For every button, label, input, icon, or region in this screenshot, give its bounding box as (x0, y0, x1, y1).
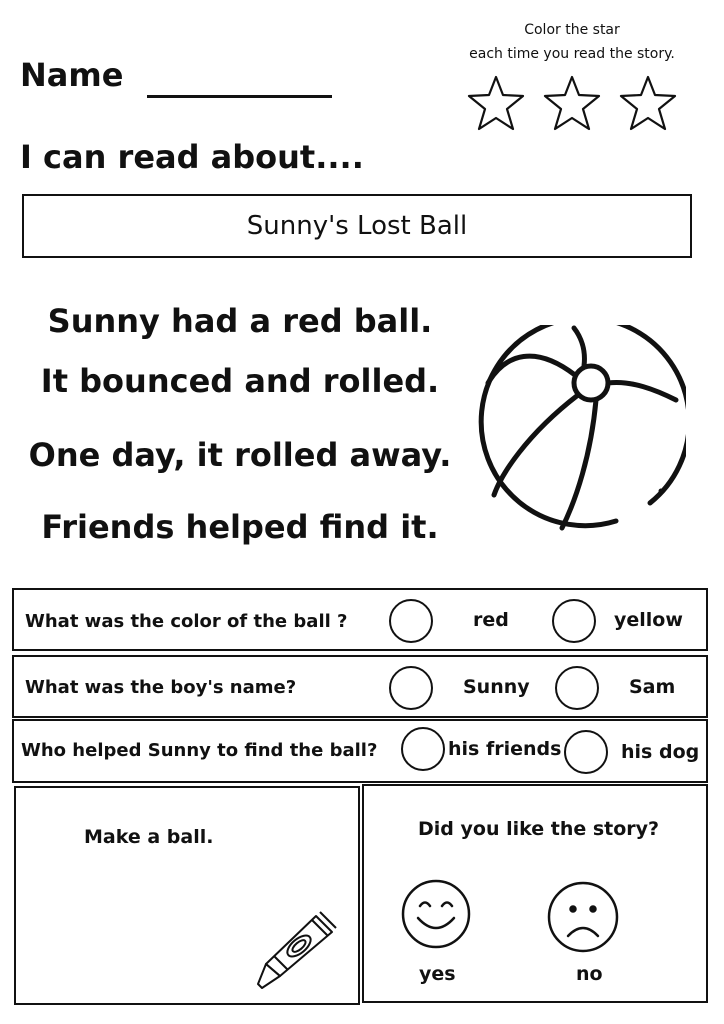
question-row-2 (12, 655, 708, 718)
question-2: What was the boy's name? (25, 677, 297, 698)
question-1: What was the color of the ball ? (25, 611, 348, 632)
answer-circle-dog[interactable] (564, 730, 608, 774)
option-yellow: yellow (614, 609, 683, 631)
star-icon-2[interactable] (542, 74, 602, 132)
draw-panel[interactable] (14, 786, 360, 1005)
yes-label: yes (419, 963, 456, 985)
happy-face-icon[interactable] (400, 878, 472, 950)
star-instruction (440, 18, 704, 66)
story-title-box (22, 194, 692, 258)
crayon-icon (254, 906, 344, 992)
feedback-question: Did you like the story? (418, 818, 660, 840)
star-instruction-line1: Color the star (524, 22, 620, 38)
question-row-3 (12, 719, 708, 783)
read-about-heading: I can read about.... (20, 138, 364, 176)
story-line-2: It bounced and rolled. (40, 362, 440, 400)
option-his-dog: his dog (621, 741, 700, 763)
star-icon-1[interactable] (466, 74, 526, 132)
option-his-friends: his friends (448, 738, 562, 760)
answer-circle-yellow[interactable] (552, 599, 596, 643)
draw-instruction: Make a ball. (84, 826, 214, 848)
answer-circle-sam[interactable] (555, 666, 599, 710)
sad-face-icon[interactable] (546, 880, 620, 954)
answer-circle-red[interactable] (389, 599, 433, 643)
star-instruction-line2: each time you read the story. (469, 46, 675, 62)
no-label: no (576, 963, 603, 985)
story-line-4: Friends helped find it. (41, 508, 439, 546)
answer-circle-sunny[interactable] (389, 666, 433, 710)
question-3: Who helped Sunny to find the ball? (21, 740, 378, 761)
option-red: red (473, 609, 509, 631)
star-icon-3[interactable] (618, 74, 678, 132)
name-label: Name (20, 56, 124, 94)
option-sam: Sam (629, 676, 676, 698)
star-rating (466, 74, 686, 134)
answer-circle-friends[interactable] (401, 727, 445, 771)
story-line-1: Sunny had a red ball. (47, 302, 433, 340)
story-line-3: One day, it rolled away. (28, 436, 452, 474)
beach-ball-icon (466, 325, 686, 535)
question-row-1 (12, 588, 708, 651)
story-title: Sunny's Lost Ball (246, 211, 468, 241)
name-field[interactable] (147, 95, 332, 98)
option-sunny: Sunny (463, 676, 530, 698)
feedback-panel (362, 784, 708, 1003)
